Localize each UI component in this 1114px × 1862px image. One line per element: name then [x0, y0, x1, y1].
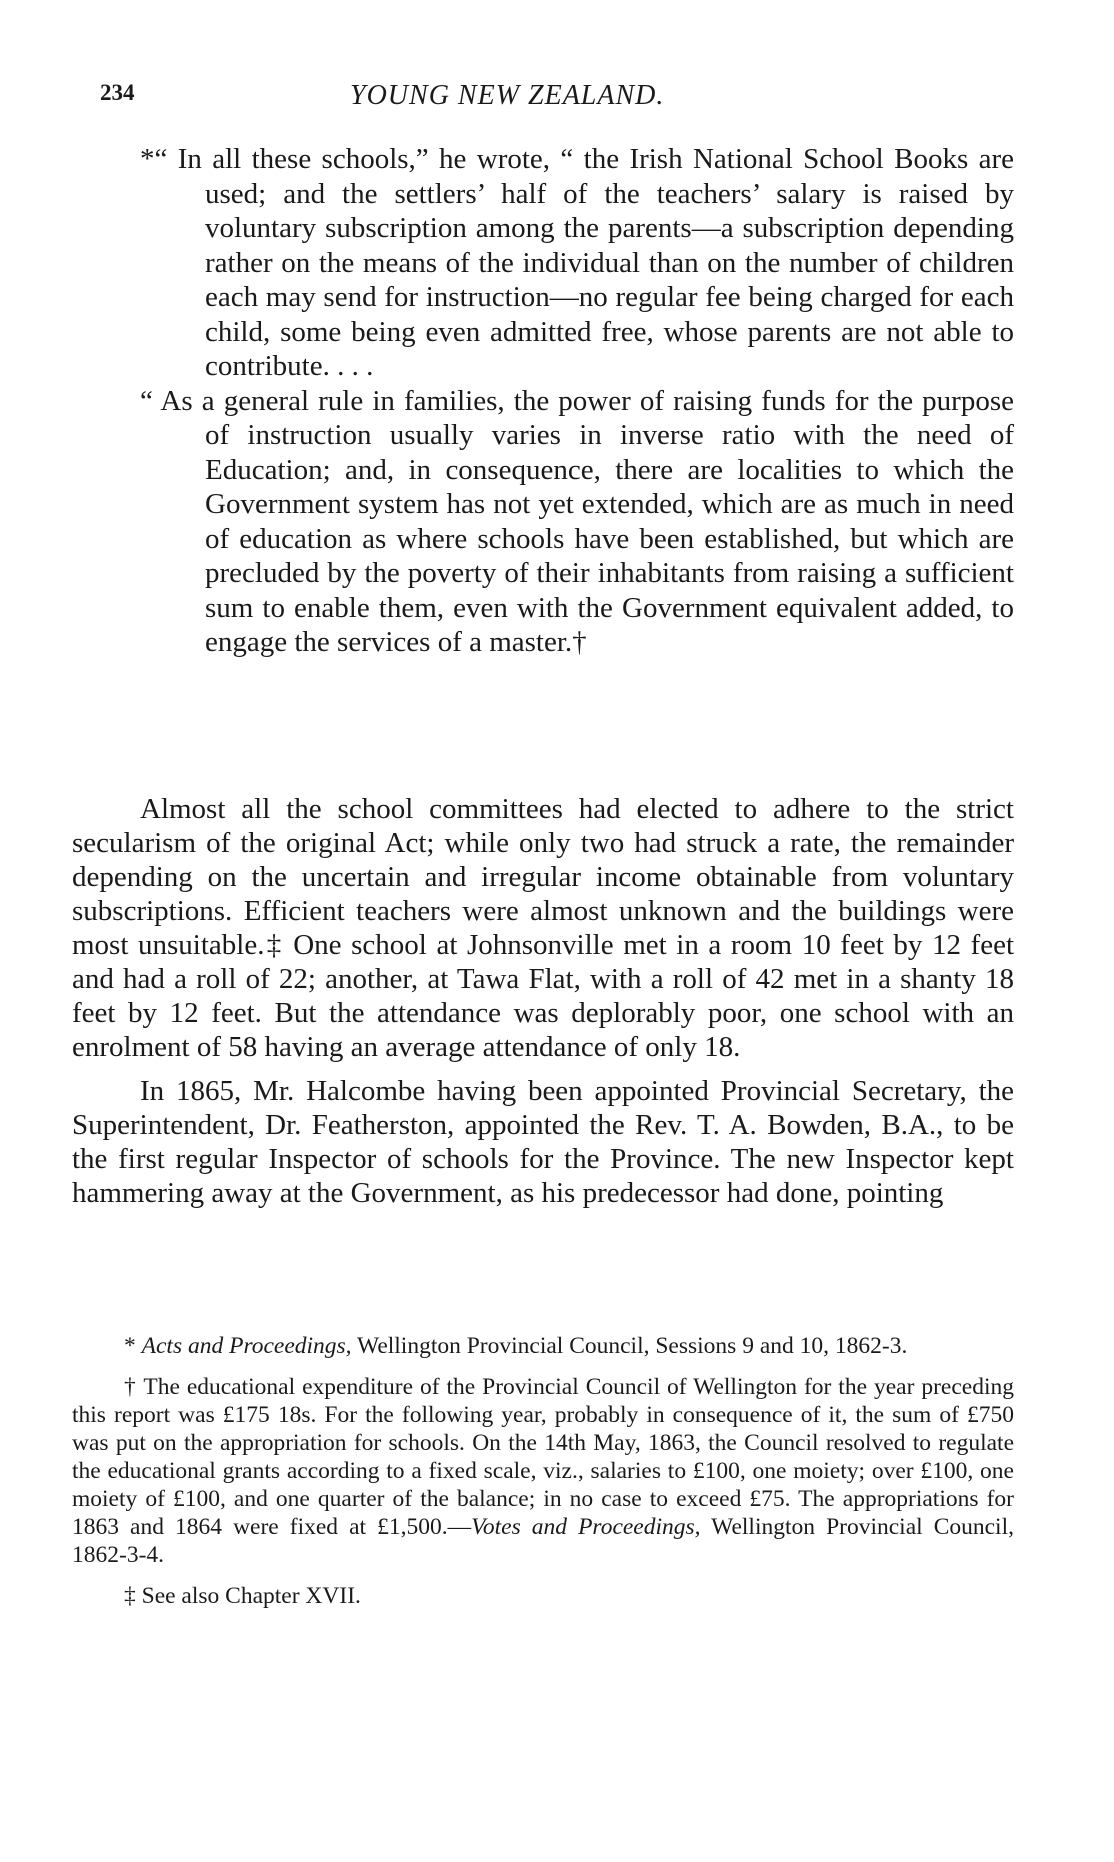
footnotes [72, 1332, 1014, 1623]
body-text [72, 792, 1014, 1220]
footnote-double-dagger: ‡ See also Chapter XVII. [124, 1583, 361, 1609]
quote-paragraph-1: *“ In all these schools,” he wrote, “ the Irish National School Books are used; and the settlers’ half of the teachers’ salary is raised by voluntary subscription among the parents—a subscription depending rather on the means of the individual than on the number of children each may send for instruction—no regular fee being charged for each child, some being even admitted free, whose parents are not able to contribute. . . . [140, 143, 1014, 382]
footnote-dagger-rest: Wellington Provincial Council, 1862-3-4. [72, 1514, 1014, 1568]
footnote-dagger-text: † The educational expenditure of the Provincial Council of Wellington for the year preceding this report was £175 18s. For the following year, probably in consequence of it, the sum of £750 was put on the appropriation for schools. On the 14th May, 1863, the Council resolved to regulate the educational grants according to a fixed scale, viz., salaries to £100, one moiety; over £100, one moiety of £100, and one quarter of the balance; in no case to exceed £75. The appropriations for 1863 and 1864 were fixed at £1,500.— [72, 1374, 1014, 1540]
page-header [100, 80, 1000, 116]
footnote-dagger [72, 1373, 1014, 1569]
footnote-star-rest: Wellington Provincial Council, Sessions 9 and 10, 1862-3. [357, 1333, 908, 1359]
body-paragraph-1: Almost all the school committees had elected to adhere to the strict secularism of the original Act; while only two had struck a rate, the remainder depending on the uncertain and irregular income obtainable from voluntary subscriptions. Efficient teachers were almost unknown and the buildings were most unsuitable.‡ One school at Johnsonville met in a room 10 feet by 12 feet and had a roll of 22; another, at Tawa Flat, with a roll of 42 met in a shanty 18 feet by 12 feet. But the attendance was deplorably poor, one school with an enrolment of 58 having an average attendance of only 18. [72, 793, 1014, 1063]
footnote-star [72, 1332, 1014, 1360]
running-head: YOUNG NEW ZEALAND. [350, 80, 665, 111]
footnote-star-source: Acts and Proceedings, [141, 1333, 352, 1359]
footnote-star-mark: * [124, 1333, 136, 1359]
body-paragraph-2: In 1865, Mr. Halcombe having been appointed Provincial Secretary, the Superintendent, Dr. Featherston, appointed the Rev. T. A. Bowden, B.A., to be the first regular Inspector of schools for the Province. The new Inspector kept hammering away at the Government, as his predecessor had done, pointing [72, 1075, 1014, 1209]
footnote-dagger-source: Votes and Proceedings, [471, 1514, 701, 1540]
page-number: 234 [100, 80, 135, 105]
quotation-block [140, 142, 1014, 660]
quote-paragraph-2: “ As a general rule in families, the power of raising funds for the purpose of instruction usually varies in inverse ratio with the need of Education; and, in consequence, there are localities to which the Government system has not yet extended, which are as much in need of education as where schools have been established, but which are precluded by the poverty of their inhabitants from raising a sufficient sum to enable them, even with the Government equivalent added, to engage the services of a master.† [140, 384, 1014, 658]
